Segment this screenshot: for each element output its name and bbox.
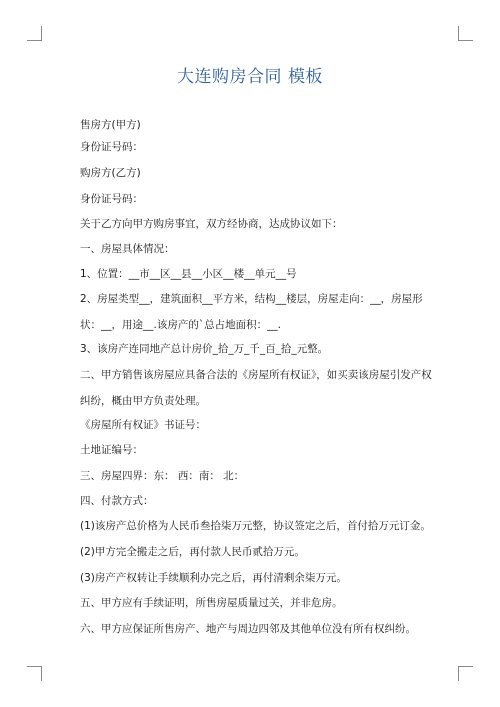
document-title: 大连购房合同 模板 <box>177 67 323 87</box>
page-corner-mark-top-right <box>458 26 473 41</box>
paragraph-payment-2: (2)甲方完全搬走之后，再付款人民币贰拾万元。 <box>80 546 305 558</box>
paragraph-certificate-no: 《房屋所有权证》书证号： <box>80 419 206 431</box>
page-corner-mark-bottom-left <box>27 666 42 681</box>
paragraph-payment-3: (3)房产产权转让手续顺利办完之后，再付清剩余柒万元。 <box>80 572 347 584</box>
paragraph-seller-id: 身份证号码： <box>80 141 143 153</box>
paragraph-intro: 关于乙方向甲方购房事宜，双方经协商，达成协议如下： <box>80 218 343 230</box>
page-corner-mark-bottom-right <box>458 666 473 681</box>
paragraph-seller: 售房方(甲方) <box>80 119 141 131</box>
paragraph-price: 3、该房产连同地产总计房价_拾_万_千_百_拾_元整。 <box>80 343 329 355</box>
paragraph-house-type: 2、房屋类型__，建筑面积__平方米，结构__楼层，房屋走向：__，房屋形状：__，用途__.该房产的`总占地面积：__. <box>80 293 423 331</box>
page-corner-mark-top-left <box>27 26 42 41</box>
paragraph-buyer-id: 身份证号码： <box>80 193 143 205</box>
paragraph-payment-1: (1)该房产总价格为人民币叁拾柒万元整，协议签定之后，首付拾万元订金。 <box>80 520 431 532</box>
paragraph-section-4: 四、付款方式： <box>80 495 154 507</box>
paragraph-section-2: 二、甲方销售该房屋应具备合法的《房屋所有权证》，如买卖该房屋引发产权纠纷，概由甲方负责处理。 <box>80 369 432 407</box>
paragraph-section-6: 六、甲方应保证所售房产、地产与周边四邻及其他单位没有所有权纠纷。 <box>80 623 416 635</box>
paragraph-section-5: 五、甲方应有手续证明，所售房屋质量过关，并非危房。 <box>80 597 343 609</box>
paragraph-location: 1、位置：__市__区__县__小区__楼__单元__号 <box>80 268 297 280</box>
paragraph-section-1: 一、房屋具体情况： <box>80 243 175 255</box>
paragraph-buyer: 购房方(乙方) <box>80 167 141 179</box>
paragraph-land-no: 土地证编号： <box>80 444 143 456</box>
paragraph-section-3: 三、房屋四界：东： 西：南： 北： <box>80 470 245 482</box>
